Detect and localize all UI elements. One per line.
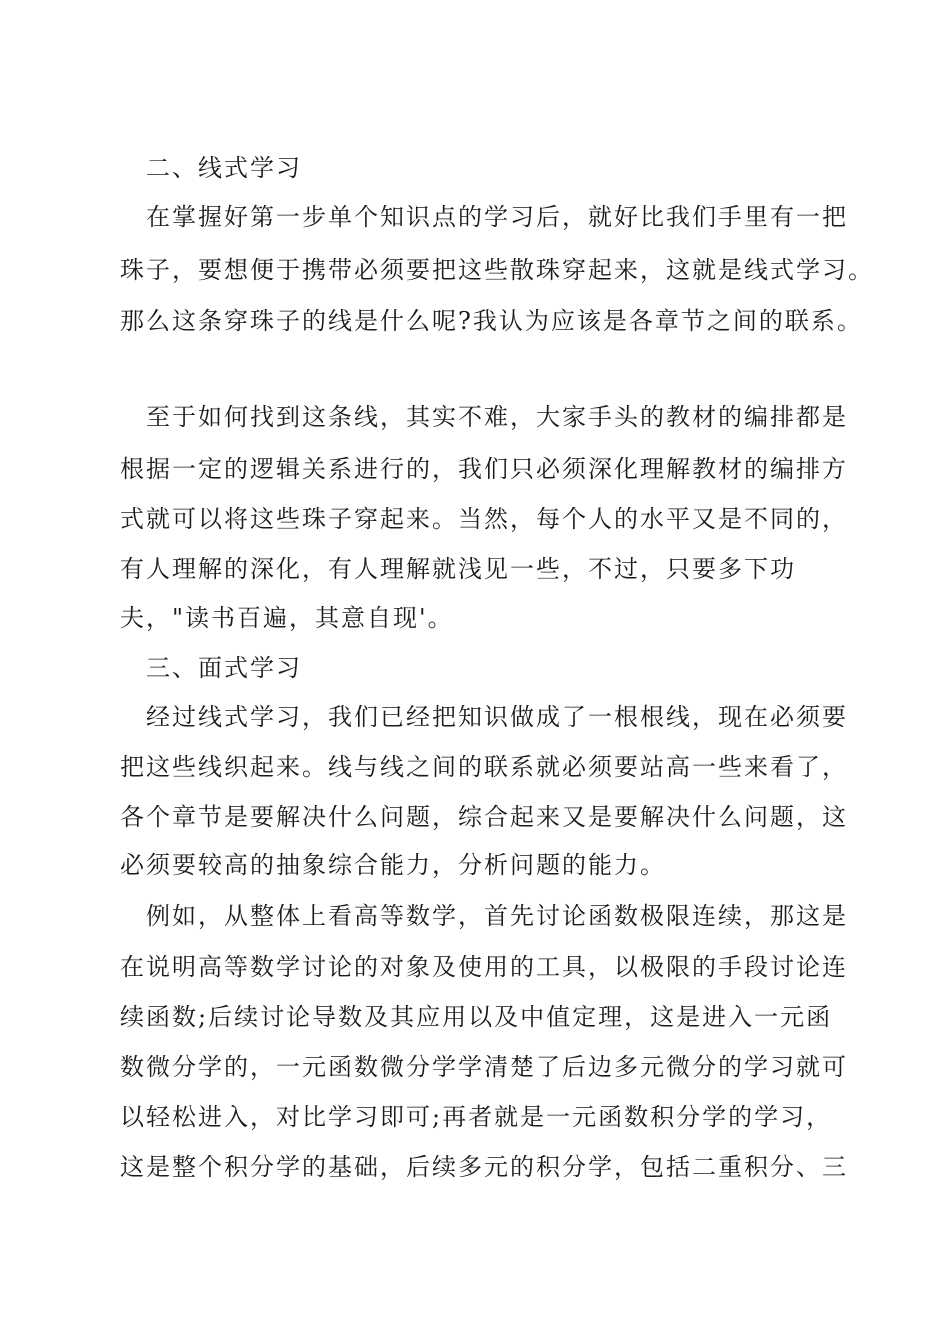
section-heading-surface-study: 三、面式学习 [146,654,302,682]
paragraph-line: 式就可以将这些珠子穿起来。当然，每个人的水平又是不同的， [120,505,848,533]
section-heading-line-study: 二、线式学习 [146,154,302,182]
paragraph-line: 经过线式学习，我们已经把知识做成了一根根线，现在必须要 [146,703,848,731]
paragraph-line: 那么这条穿珠子的线是什么呢?我认为应该是各章节之间的联系。 [120,307,863,335]
paragraph-line: 在说明高等数学讨论的对象及使用的工具，以极限的手段讨论连 [120,953,848,981]
paragraph-line: 有人理解的深化，有人理解就浅见一些，不过，只要多下功 [120,555,796,583]
paragraph-line: 例如，从整体上看高等数学，首先讨论函数极限连续，那这是 [146,902,848,930]
paragraph-line: 必须要较高的抽象综合能力，分析问题的能力。 [120,851,666,879]
paragraph-line: 珠子，要想便于携带必须要把这些散珠穿起来，这就是线式学习。 [120,256,874,284]
paragraph-line: 根据一定的逻辑关系进行的，我们只必须深化理解教材的编排方 [120,455,848,483]
paragraph-line: 在掌握好第一步单个知识点的学习后，就好比我们手里有一把 [146,203,848,231]
paragraph-line: 把这些线织起来。线与线之间的联系就必须要站高一些来看了， [120,753,848,781]
paragraph-line: 这是整个积分学的基础，后续多元的积分学，包括二重积分、三 [120,1153,848,1181]
paragraph-line: 夫，"读书百遍，其意自现'。 [120,604,454,632]
paragraph-line: 各个章节是要解决什么问题，综合起来又是要解决什么问题，这 [120,803,848,831]
paragraph-line: 至于如何找到这条线，其实不难，大家手头的教材的编排都是 [146,403,848,431]
paragraph-line: 以轻松进入，对比学习即可;再者就是一元函数积分学的学习， [120,1103,833,1131]
paragraph-line: 续函数;后续讨论导数及其应用以及中值定理，这是进入一元函 [120,1003,833,1031]
paragraph-line: 数微分学的，一元函数微分学学清楚了后边多元微分的学习就可 [120,1053,848,1081]
